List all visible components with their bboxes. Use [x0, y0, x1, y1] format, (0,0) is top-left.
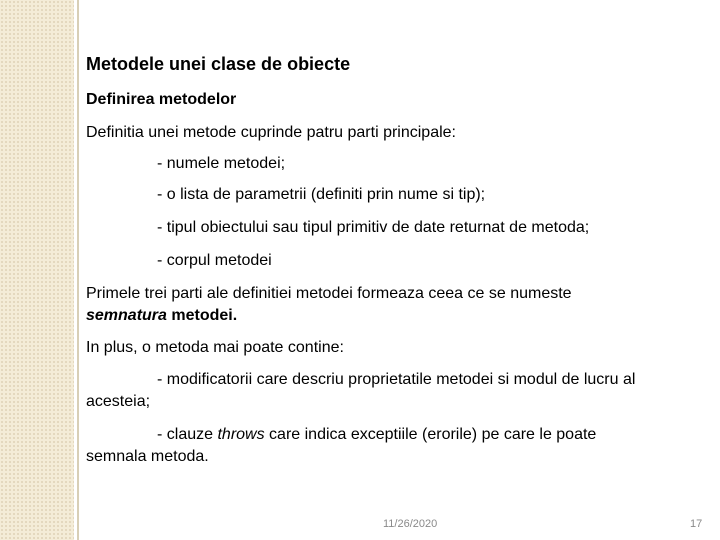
extra-intro: In plus, o metoda mai poate contine:: [86, 339, 344, 356]
signature-paragraph-line1: Primele trei parti ale definitiei metodei formeaza ceea ce se numeste: [86, 285, 572, 302]
bullet-item: - numele metodei;: [157, 155, 286, 172]
bullet-item: - corpul metodei: [157, 252, 272, 269]
footer-date: 11/26/2020: [383, 518, 438, 530]
decorative-sidebar: [0, 0, 74, 540]
bullet-item: - o lista de parametrii (definiti prin nume si tip);: [157, 186, 486, 203]
extra-item-modifiers-cont: acesteia;: [86, 393, 151, 410]
page-number: 17: [690, 518, 703, 530]
extra-item-throws: - clauze throws care indica exceptiile (erorile) pe care le poate: [157, 426, 597, 443]
extra-item-throws-cont: semnala metoda.: [86, 448, 209, 465]
slide-title: Metodele unei clase de obiecte: [86, 54, 351, 74]
extra-item-modifiers: - modificatorii care descriu proprietatile metodei si modul de lucru al: [157, 371, 636, 388]
slide-subtitle: Definirea metodelor: [86, 91, 237, 108]
intro-text: Definitia unei metode cuprinde patru parti principale:: [86, 124, 456, 141]
signature-rest: metodei.: [166, 307, 238, 324]
slide-content: [86, 0, 706, 540]
bullet-item: - tipul obiectului sau tipul primitiv de date returnat de metoda;: [157, 219, 590, 236]
signature-paragraph-line2: [86, 306, 237, 326]
throws-keyword: throws: [217, 426, 265, 443]
sidebar-divider: [77, 0, 79, 540]
signature-term: semnatura: [86, 307, 167, 324]
